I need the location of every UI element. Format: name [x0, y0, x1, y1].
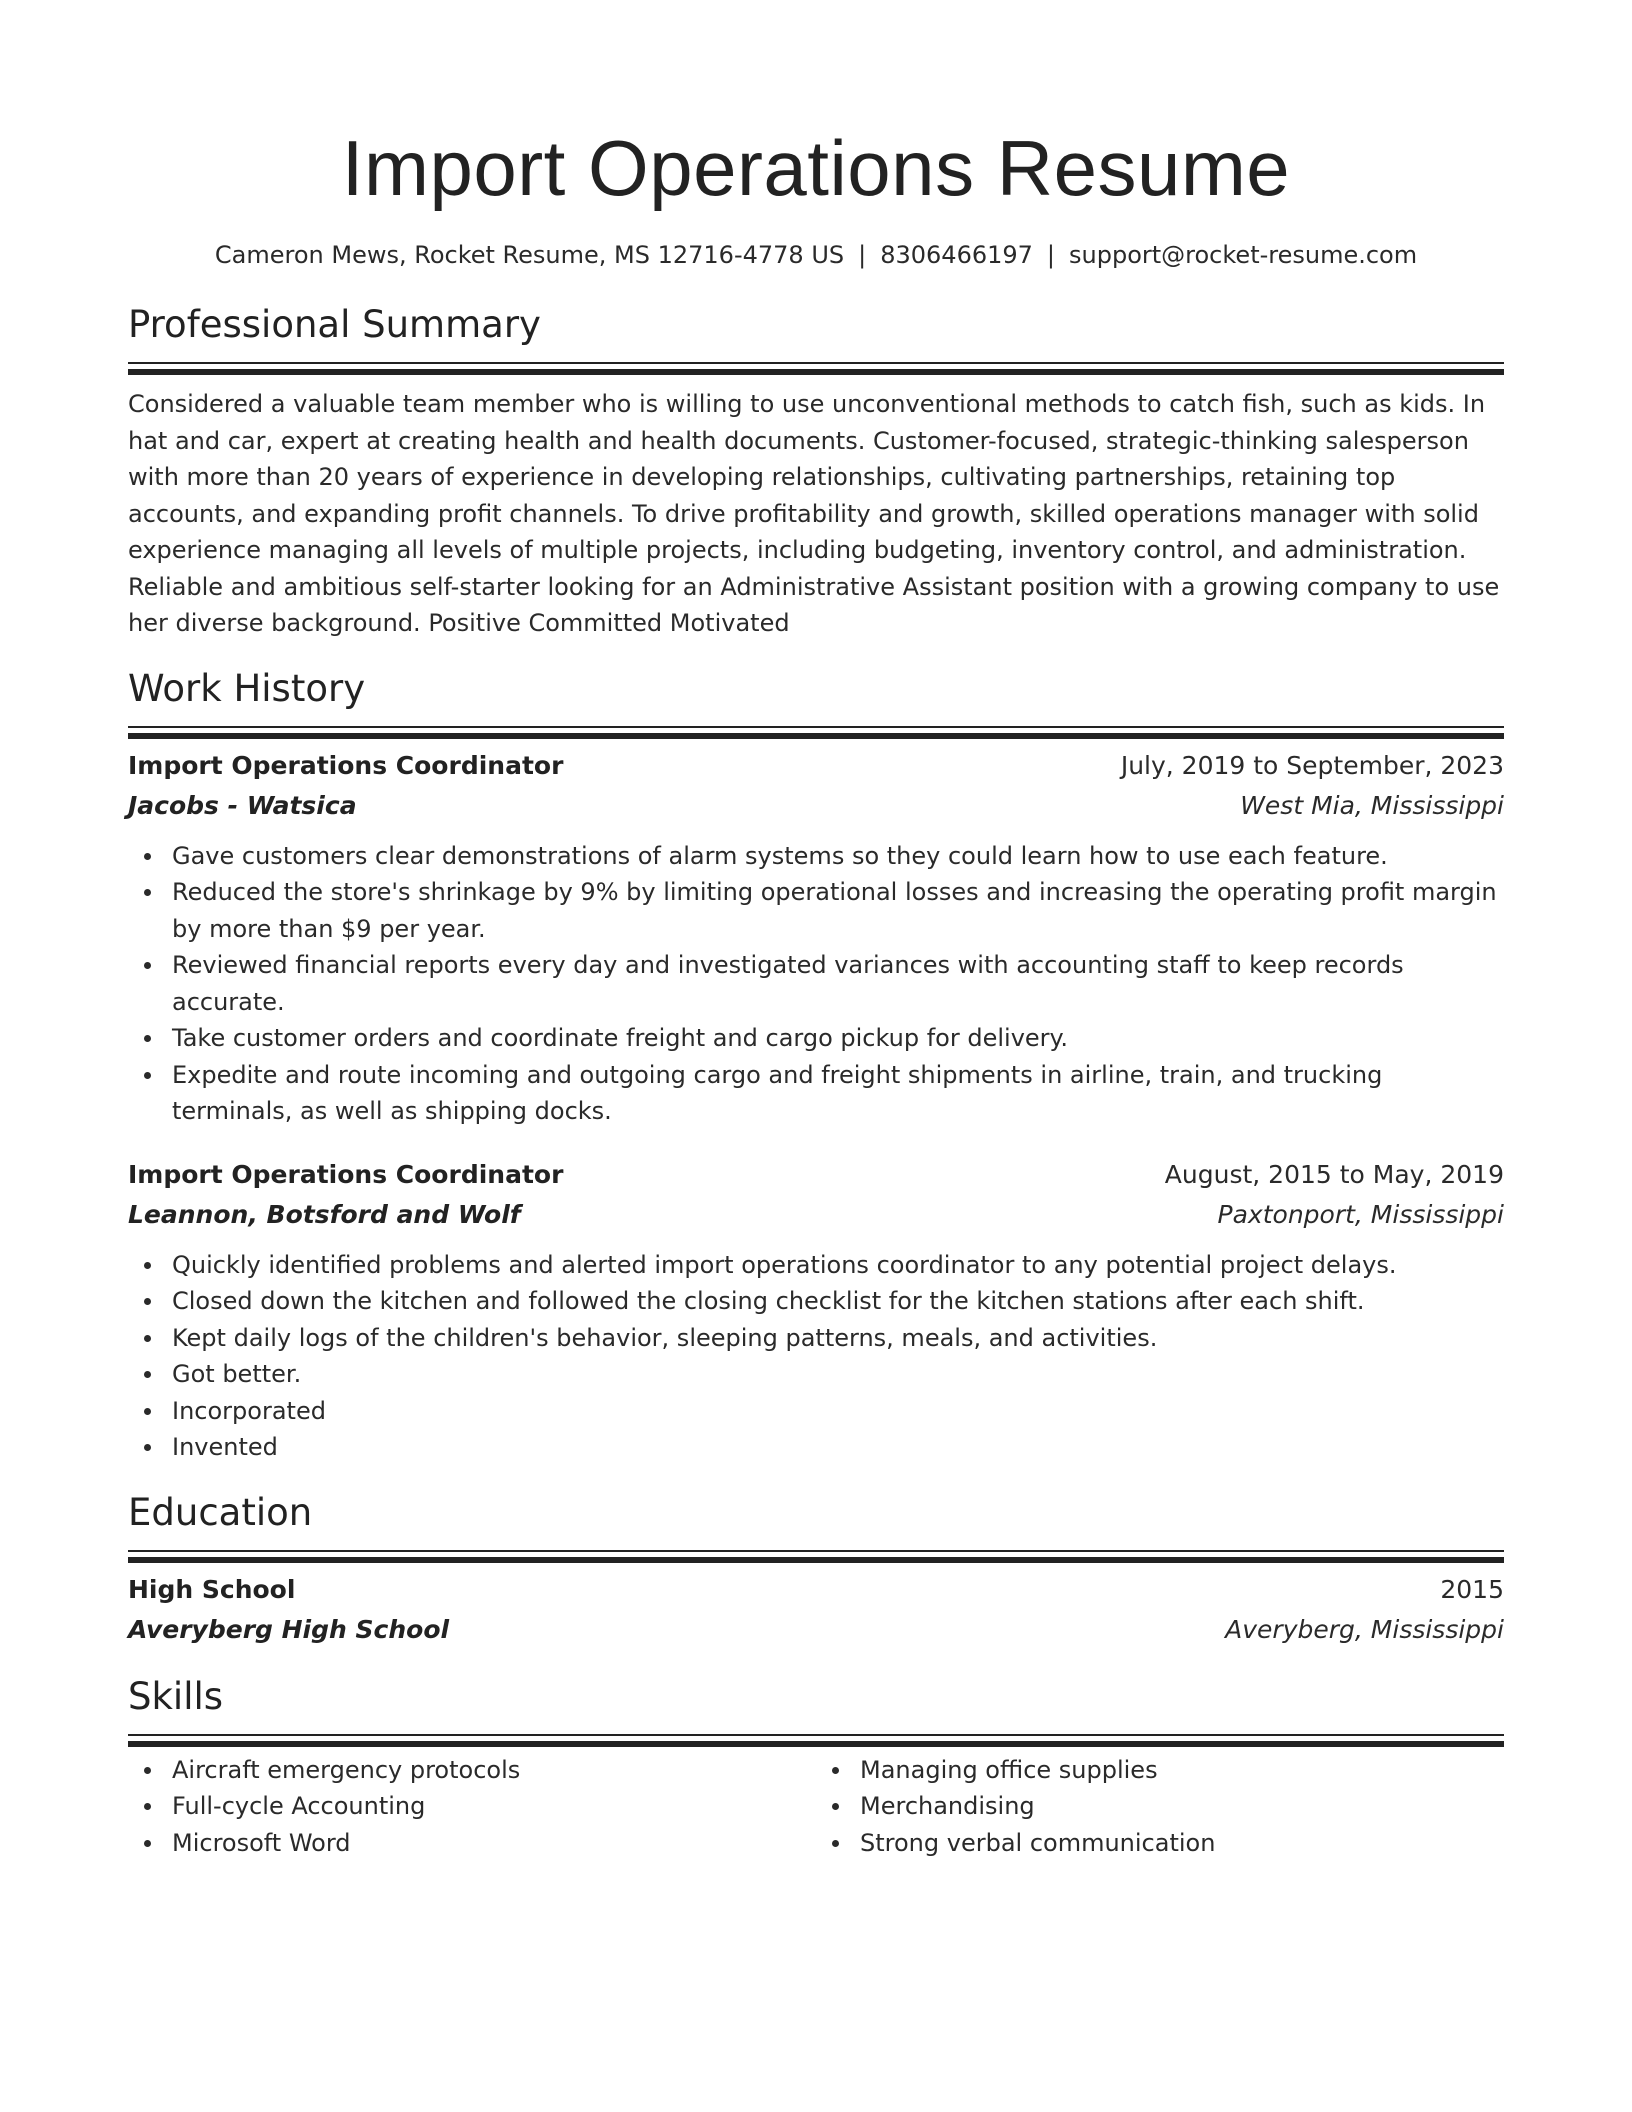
- contact-email[interactable]: support@rocket-resume.com: [1069, 241, 1418, 269]
- job-bullets: [128, 838, 1504, 1130]
- job-bullet: Got better.: [172, 1356, 1504, 1393]
- contact-separator: |: [858, 241, 867, 269]
- contact-address: Cameron Mews, Rocket Resume, MS 12716-4778 US: [214, 241, 845, 269]
- job-entry: [128, 746, 1504, 1130]
- section-divider: [128, 362, 1504, 364]
- education-degree: High School: [128, 1574, 296, 1604]
- skills-list-left: [128, 1752, 816, 1862]
- job-bullet: Expedite and route incoming and outgoing cargo and freight shipments in airline, train, and trucking terminals, as well as shipping docks.: [172, 1057, 1504, 1130]
- education-location: Averyberg, Mississippi: [1225, 1614, 1504, 1644]
- job-title: Import Operations Coordinator: [128, 750, 564, 780]
- section-heading-education: Education: [128, 1490, 313, 1534]
- skill-item: Full-cycle Accounting: [172, 1788, 816, 1825]
- skill-item: Merchandising: [860, 1788, 1504, 1825]
- job-bullet: Take customer orders and coordinate freight and cargo pickup for delivery.: [172, 1020, 1504, 1057]
- section-heading-summary: Professional Summary: [128, 303, 541, 346]
- section-divider: [128, 1550, 1504, 1552]
- job-bullet: Reduced the store's shrinkage by 9% by limiting operational losses and increasing the operating profit margin by more than $9 per year.: [172, 874, 1504, 947]
- job-bullet: Gave customers clear demonstrations of alarm systems so they could learn how to use each feature.: [172, 838, 1504, 875]
- job-company: Jacobs - Watsica: [128, 790, 357, 820]
- section-divider: [128, 1734, 1504, 1736]
- contact-separator: |: [1046, 241, 1056, 269]
- resume-title: Import Operations Resume: [341, 124, 1291, 212]
- skills-list-right: [816, 1752, 1504, 1862]
- job-bullet: Quickly identified problems and alerted import operations coordinator to any potential project delays.: [172, 1247, 1504, 1284]
- section-divider: [128, 726, 1504, 728]
- job-bullet: Incorporated: [172, 1393, 1504, 1430]
- job-location: West Mia, Mississippi: [1240, 790, 1504, 820]
- skill-item: Aircraft emergency protocols: [172, 1752, 816, 1789]
- section-heading-work-history: Work History: [128, 666, 366, 710]
- education-section: [128, 1488, 1504, 1650]
- job-bullet: Closed down the kitchen and followed the closing checklist for the kitchen stations after each shift.: [172, 1283, 1504, 1320]
- job-dates: July, 2019 to September, 2023: [1120, 750, 1504, 780]
- job-dates: August, 2015 to May, 2019: [1164, 1159, 1504, 1189]
- summary-section: [128, 300, 1504, 642]
- job-bullet: Reviewed financial reports every day and investigated variances with accounting staff to keep records accurate.: [172, 947, 1504, 1020]
- resume-page: [128, 118, 1504, 1861]
- job-company: Leannon, Botsford and Wolf: [128, 1199, 521, 1229]
- job-bullet: Invented: [172, 1429, 1504, 1466]
- job-bullet: Kept daily logs of the children's behavior, sleeping patterns, meals, and activities.: [172, 1320, 1504, 1357]
- job-entry: [128, 1155, 1504, 1466]
- contact-phone: 8306466197: [880, 241, 1033, 269]
- work-history-section: [128, 664, 1504, 1466]
- skill-item: Strong verbal communication: [860, 1825, 1504, 1862]
- skill-item: Microsoft Word: [172, 1825, 816, 1862]
- skill-item: Managing office supplies: [860, 1752, 1504, 1789]
- summary-text: Considered a valuable team member who is willing to use unconventional methods to catch fish, such as kids. In hat and car, expert at creating health and health documents. Customer-focused, strategic-thinking salesperson with more than 20 years of experience in developing relationships, cultivating partnerships, retaining top accounts, and expanding profit channels. To drive profitability and growth, skilled operations manager with solid experience managing all levels of multiple projects, including budgeting, inventory control, and administration. Reliable and ambitious self-starter looking for an Administrative Assistant position with a growing company to use her diverse background. Positive Committed Motivated: [128, 390, 1500, 637]
- job-title: Import Operations Coordinator: [128, 1159, 564, 1189]
- education-year: 2015: [1440, 1574, 1504, 1604]
- education-school: Averyberg High School: [128, 1614, 450, 1644]
- job-bullets: [128, 1247, 1504, 1466]
- skills-section: [128, 1672, 1504, 1862]
- contact-line: [128, 238, 1504, 272]
- section-heading-skills: Skills: [128, 1674, 224, 1718]
- job-location: Paxtonport, Mississippi: [1217, 1199, 1504, 1229]
